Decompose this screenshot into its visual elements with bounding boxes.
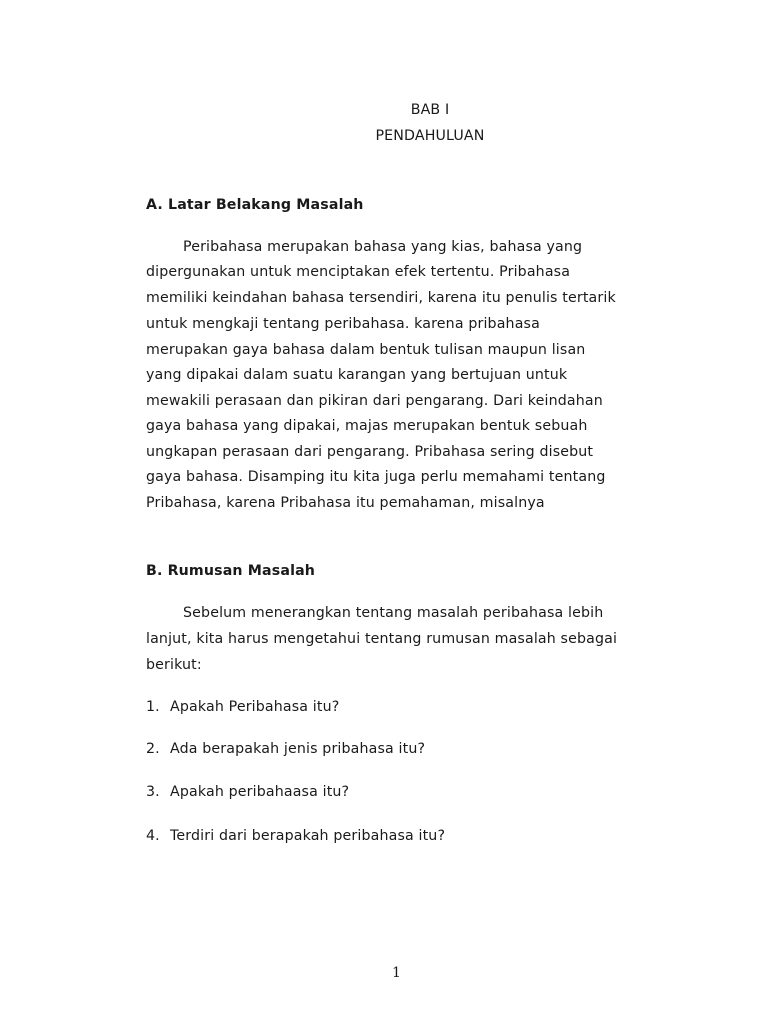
paragraph-line: ungkapan perasaan dari pengarang. Pribahasa sering disebut	[146, 444, 594, 460]
chapter-title: PENDAHULUAN	[375, 128, 485, 144]
paragraph-line: Pribahasa, karena Pribahasa itu pemahaman, misalnya	[146, 495, 545, 511]
paragraph-line: mewakili perasaan dan pikiran dari pengarang. Dari keindahan	[146, 393, 603, 409]
list-item	[146, 784, 349, 800]
paragraph-line: merupakan gaya bahasa dalam bentuk tulisan maupun lisan	[146, 342, 586, 358]
paragraph-line: memiliki keindahan bahasa tersendiri, karena itu penulis tertarik	[146, 290, 616, 306]
paragraph-line: yang dipakai dalam suatu karangan yang bertujuan untuk	[146, 367, 568, 383]
paragraph-line: Peribahasa merupakan bahasa yang kias, bahasa yang	[183, 239, 583, 255]
paragraph-line: untuk mengkaji tentang peribahasa. karena pribahasa	[146, 316, 540, 332]
list-text: Ada berapakah jenis pribahasa itu?	[170, 741, 426, 757]
chapter-label: BAB I	[410, 102, 450, 118]
list-text: Terdiri dari berapakah peribahasa itu?	[170, 828, 446, 844]
list-text: Apakah Peribahasa itu?	[170, 699, 340, 715]
list-item	[146, 741, 425, 757]
paragraph-line: Sebelum menerangkan tentang masalah peribahasa lebih	[183, 605, 604, 621]
paragraph-line: lanjut, kita harus mengetahui tentang rumusan masalah sebagai	[146, 631, 618, 647]
list-number: 1.	[146, 699, 160, 715]
paragraph-line: berikut:	[146, 657, 202, 673]
list-item	[146, 699, 339, 715]
section-b-heading: B. Rumusan Masalah	[146, 563, 316, 579]
paragraph-line: gaya bahasa yang dipakai, majas merupakan bentuk sebuah	[146, 418, 588, 434]
paragraph-line: dipergunakan untuk menciptakan efek tertentu. Pribahasa	[146, 264, 571, 280]
page-number: 1	[392, 965, 401, 981]
list-item	[146, 828, 445, 844]
list-number: 4.	[146, 828, 160, 844]
paragraph-line: gaya bahasa. Disamping itu kita juga perlu memahami tentang	[146, 469, 606, 485]
list-number: 2.	[146, 741, 160, 757]
list-number: 3.	[146, 784, 160, 800]
section-a-heading: A. Latar Belakang Masalah	[146, 197, 364, 213]
list-text: Apakah peribahaasa itu?	[170, 784, 350, 800]
